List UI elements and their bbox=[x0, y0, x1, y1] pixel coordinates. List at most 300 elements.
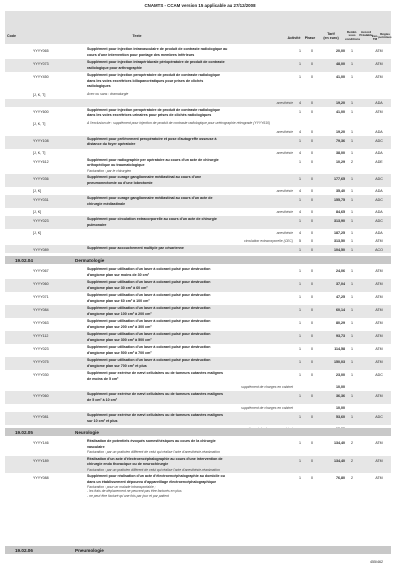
row-text bbox=[87, 267, 275, 278]
row-tarif: 10,00 bbox=[336, 385, 345, 389]
table-row bbox=[5, 107, 391, 120]
row-tarif: 155,75 bbox=[334, 198, 345, 202]
row-code: [J, K, T] bbox=[33, 150, 46, 155]
row-text-line: Supplément pour utilisation d'un laser à colorant pulsé pour destruction bbox=[87, 358, 211, 362]
row-text-line: d'angiome plan sur 30 cm² à 60 cm² bbox=[87, 285, 148, 290]
row-exo: 1 bbox=[351, 269, 353, 273]
section-label: Dermatologie bbox=[75, 257, 105, 263]
row-code: YYYY063 bbox=[33, 321, 49, 325]
row-regles: ADC bbox=[375, 219, 383, 223]
row-text-line: d'angiome plan sur moins de 30 cm² bbox=[87, 272, 149, 277]
row-code: YYYY023 bbox=[33, 347, 49, 351]
row-exo: 1 bbox=[351, 360, 353, 364]
table-row bbox=[5, 174, 391, 187]
row-exo: 2 bbox=[351, 441, 353, 445]
row-code: YYYY084 bbox=[33, 308, 49, 312]
row-text-line: cours d'une intervention pour pontage des membres inférieurs bbox=[87, 52, 195, 57]
table-row bbox=[5, 331, 391, 344]
row-text bbox=[87, 332, 275, 343]
table-row bbox=[5, 237, 391, 245]
row-regles: ADA bbox=[375, 210, 383, 214]
row-tarif: 313,90 bbox=[334, 219, 345, 223]
row-tarif: 134,40 bbox=[334, 458, 345, 463]
row-text-line: Supplément pour injection intrapéridurale périopératoire de produit de contraste bbox=[87, 60, 225, 64]
row-text-line: dans un établissement dépourvu d'appareillage électroencéphalographique bbox=[87, 479, 217, 484]
row-exo: 1 bbox=[351, 100, 353, 105]
row-phase: 0 bbox=[311, 239, 313, 243]
rows-block-1 bbox=[5, 46, 391, 253]
row-text bbox=[87, 474, 275, 485]
row-activite: 1 bbox=[299, 476, 301, 480]
table-row bbox=[5, 216, 391, 229]
row-tarif: 134,40 bbox=[334, 441, 345, 445]
row-regles: ADA bbox=[375, 150, 383, 155]
row-regles: ATM bbox=[375, 347, 383, 351]
row-tarif: 19,20 bbox=[336, 100, 345, 105]
row-exo: 1 bbox=[351, 248, 353, 252]
row-activite: 1 bbox=[299, 415, 301, 419]
row-text bbox=[87, 47, 275, 58]
row-text-line: Supplément pour exérèse de nævi cellulaires ou de tumeurs cutanées malignes bbox=[87, 413, 224, 417]
table-row bbox=[5, 59, 391, 72]
row-text bbox=[87, 413, 275, 424]
row-phase: 0 bbox=[311, 177, 313, 181]
row-code: YYYY065 bbox=[33, 49, 49, 53]
row-phase: 0 bbox=[311, 100, 313, 105]
row-exo: 1 bbox=[351, 138, 353, 143]
row-exo: 1 bbox=[351, 189, 353, 193]
table-row bbox=[5, 404, 391, 412]
table-row bbox=[5, 412, 391, 425]
row-tarif: 80,29 bbox=[336, 321, 345, 325]
row-exo: 1 bbox=[351, 239, 353, 243]
table-row bbox=[5, 344, 391, 357]
row-regles: ATM bbox=[375, 269, 383, 273]
section-dermatologie bbox=[5, 256, 391, 264]
row-regles: ATM bbox=[375, 458, 383, 463]
row-phase: 0 bbox=[311, 360, 313, 364]
row-regles: ADA bbox=[375, 231, 383, 235]
row-text-line: orthopédique ou traumatologique bbox=[87, 163, 145, 167]
table-row bbox=[5, 473, 391, 500]
table-row bbox=[5, 46, 391, 59]
row-text-line: Supplément pour injection intravasculaire de produit de contraste radiologique au bbox=[87, 47, 228, 51]
table-row bbox=[5, 187, 391, 195]
row-acte: anesthésie bbox=[276, 100, 293, 105]
row-text-line: Supplément pour circulation extracorporelle au cours d'un acte de chirurgie bbox=[87, 217, 217, 221]
row-activite: 4 bbox=[299, 189, 301, 193]
row-phase: 0 bbox=[311, 198, 313, 202]
row-tarif: 23,00 bbox=[336, 373, 345, 377]
row-regles: ATM bbox=[375, 308, 383, 312]
row-text-line: distance du foyer opératoire bbox=[87, 142, 136, 146]
row-exo: 1 bbox=[351, 49, 353, 53]
row-phase: 0 bbox=[311, 441, 313, 445]
row-phase: 0 bbox=[311, 295, 313, 299]
row-code: YYYY073 bbox=[33, 62, 49, 66]
row-activite: 4 bbox=[299, 231, 301, 235]
row-tarif: 53,60 bbox=[336, 415, 345, 419]
row-regles: ADC bbox=[375, 198, 383, 202]
row-text-line: dans les voies excrétrices urinaires pour prises de clichés radiologiques bbox=[87, 113, 212, 117]
table-row bbox=[5, 279, 391, 292]
row-text-line: Supplément pour utilisation d'un laser à colorant pulsé pour destruction bbox=[87, 319, 211, 323]
row-text-line: Supplément pour réalisation d'un acte d'électroencéphalographie au domicile ou bbox=[87, 474, 225, 478]
row-phase: 0 bbox=[311, 334, 313, 338]
row-text bbox=[87, 158, 275, 169]
row-regles: ATM bbox=[375, 295, 383, 299]
row-text-line: chirurgie endo thoracique ou de neurochirurgie bbox=[87, 462, 169, 466]
row-exo: 1 bbox=[351, 308, 353, 312]
row-text bbox=[87, 371, 275, 382]
row-activite: 1 bbox=[299, 360, 301, 364]
header-exo: Exo. TM bbox=[371, 34, 379, 42]
row-acte: anesthésie bbox=[276, 210, 293, 214]
row-text bbox=[87, 293, 275, 304]
table-row bbox=[5, 305, 391, 318]
row-exo: 1 bbox=[351, 210, 353, 214]
table-row bbox=[5, 208, 391, 216]
row-text bbox=[87, 175, 275, 186]
row-regles: ADA bbox=[375, 129, 383, 134]
rows-block-2 bbox=[5, 266, 391, 433]
row-activite: 1 bbox=[299, 248, 301, 252]
row-code: YYYY030 bbox=[33, 373, 49, 377]
row-text-line: sur 10 cm² et plus bbox=[87, 418, 118, 423]
row-exo: 1 bbox=[351, 177, 353, 181]
row-regles: ATM bbox=[375, 441, 383, 445]
row-phase: 0 bbox=[311, 62, 313, 66]
row-activite: 1 bbox=[299, 373, 301, 377]
row-text bbox=[87, 137, 275, 148]
section-label: Pneumologie bbox=[75, 547, 104, 553]
row-text-line: pneumonectomie ou d'une lobectomie bbox=[87, 180, 153, 185]
row-activite: 1 bbox=[299, 394, 301, 398]
row-text bbox=[87, 439, 275, 450]
row-regles: ATM bbox=[375, 394, 383, 398]
row-regles: ADC bbox=[375, 177, 383, 181]
row-activite: 1 bbox=[299, 62, 301, 66]
row-phase: 0 bbox=[311, 159, 313, 164]
row-text-line: Supplément pour exérèse de nævi cellulaires ou de tumeurs cutanées malignes bbox=[87, 371, 224, 375]
row-tarif: 114,58 bbox=[334, 347, 345, 351]
table-row bbox=[5, 229, 391, 237]
header-texte: Texte bbox=[132, 34, 142, 38]
row-phase: 0 bbox=[311, 248, 313, 252]
row-code: YYYY060 bbox=[33, 394, 49, 398]
row-text-line: Supplément pour exérèse de nævi cellulaires ou de tumeurs cutanées malignes bbox=[87, 392, 224, 396]
row-code: YYYY081 bbox=[33, 415, 49, 419]
row-exo: 1 bbox=[351, 219, 353, 223]
header-phase: Phase bbox=[304, 36, 316, 40]
row-exo: 1 bbox=[351, 198, 353, 202]
row-activite: 1 bbox=[299, 159, 301, 164]
row-text bbox=[87, 60, 275, 71]
row-tarif: 76,80 bbox=[336, 476, 345, 480]
row-phase: 0 bbox=[311, 347, 313, 351]
row-code: YYYY146 bbox=[33, 441, 49, 445]
row-text-line: Supplément pour utilisation d'un laser à colorant pulsé pour destruction bbox=[87, 280, 211, 284]
row-code: YYYY088 bbox=[33, 476, 49, 480]
row-tarif: 48,00 bbox=[336, 62, 345, 66]
section-label: Neurologie bbox=[75, 429, 99, 435]
row-code: YYYY071 bbox=[33, 295, 49, 299]
row-tarif: 35,40 bbox=[336, 189, 345, 193]
row-text bbox=[87, 457, 275, 468]
row-text-line: Supplément pour accouchement multiple par césarienne bbox=[87, 246, 184, 250]
row-exo: 1 bbox=[351, 62, 353, 66]
row-text-line: Supplément pour prélèvement peropératoire et pose d'autogreffe osseuse à bbox=[87, 136, 217, 141]
row-activite: 1 bbox=[299, 347, 301, 351]
row-text-line: d'angiome plan sur 700 cm² et plus bbox=[87, 363, 147, 368]
row-regles: ATM bbox=[375, 109, 383, 114]
row-acte: supplément de charges en cabinet bbox=[241, 385, 293, 389]
table-row bbox=[5, 318, 391, 331]
page-number: 455/462 bbox=[370, 560, 383, 564]
table-row bbox=[5, 157, 391, 175]
table-row bbox=[5, 136, 391, 149]
table-row bbox=[5, 72, 391, 91]
row-phase: 0 bbox=[311, 321, 313, 325]
row-text-line: Supplément pour utilisation d'un laser à colorant pulsé pour destruction bbox=[87, 267, 211, 271]
row-activite: 1 bbox=[299, 49, 301, 53]
row-activite: 4 bbox=[299, 210, 301, 214]
rows-block-3 bbox=[5, 438, 391, 500]
row-text-line: Supplément pour utilisation d'un laser à colorant pulsé pour destruction bbox=[87, 345, 211, 349]
row-text-line: radiologiques bbox=[87, 84, 111, 88]
row-tarif: 41,00 bbox=[336, 75, 345, 79]
row-regles: ATM bbox=[375, 62, 383, 66]
row-text-line: Supplément pour curage ganglionnaire médiastinal au cours d'un acte de bbox=[87, 196, 213, 200]
row-phase: 0 bbox=[311, 129, 313, 134]
row-text-line: Supplément pour injection peropératoire de produit de contraste radiologique bbox=[87, 107, 220, 112]
row-activite: 1 bbox=[299, 321, 301, 325]
row-text-line: Supplément pour injection peropératoire de produit de contraste radiologique bbox=[87, 73, 220, 77]
row-tarif: 177,65 bbox=[334, 177, 345, 181]
row-text bbox=[87, 358, 275, 369]
row-regles: ATM bbox=[375, 75, 383, 79]
row-activite: 1 bbox=[299, 334, 301, 338]
row-acte: supplément de charges en cabinet bbox=[241, 406, 293, 410]
row-code: [J, K, T] bbox=[33, 92, 46, 97]
row-text-line: vasculaire bbox=[87, 444, 105, 449]
row-activite: 1 bbox=[299, 219, 301, 223]
row-activite: 1 bbox=[299, 198, 301, 202]
row-regles: ADC bbox=[375, 373, 383, 377]
row-regles: ADC bbox=[375, 415, 383, 419]
row-tarif: 60,14 bbox=[336, 308, 345, 312]
row-text bbox=[87, 217, 275, 228]
row-text-line: Supplément pour utilisation d'un laser à colorant pulsé pour destruction bbox=[87, 332, 211, 336]
row-phase: 0 bbox=[311, 394, 313, 398]
section-code: 19.02.05 bbox=[15, 429, 33, 435]
row-tarif: 79,36 bbox=[336, 138, 345, 143]
row-activite: 1 bbox=[299, 75, 301, 79]
table-row bbox=[5, 91, 391, 99]
row-note: Facturation : par un praticien différent de celui qui réalise l'acte d'anesthésie-réanimation bbox=[87, 467, 220, 472]
row-phase: 0 bbox=[311, 373, 313, 377]
row-code: YYYY067 bbox=[33, 269, 49, 273]
table-row bbox=[5, 245, 391, 253]
row-text bbox=[87, 306, 275, 317]
row-code: YYYY600 bbox=[33, 109, 49, 114]
row-exo: 1 bbox=[351, 334, 353, 338]
row-text-line: Supplément pour curage ganglionnaire médiastinal au cours d'une bbox=[87, 175, 202, 179]
table-row bbox=[5, 370, 391, 383]
row-exo: 1 bbox=[351, 129, 353, 134]
header-code: Code bbox=[7, 34, 16, 38]
row-acte: circulation extracorporelle (CEC) bbox=[244, 239, 293, 243]
section-pneumologie bbox=[5, 546, 391, 554]
row-text-line: chirurgie médiastinale bbox=[87, 201, 126, 206]
row-code: YYYY612 bbox=[33, 159, 49, 164]
row-regles: ATM bbox=[375, 49, 383, 53]
row-exo: 1 bbox=[351, 231, 353, 235]
table-header bbox=[5, 11, 391, 44]
row-code: YYYY075 bbox=[33, 360, 49, 364]
row-text-line: d'angiome plan sur 500 cm² à 700 cm² bbox=[87, 350, 152, 355]
row-tarif: 93,73 bbox=[336, 334, 345, 338]
row-regles: ATM bbox=[375, 282, 383, 286]
row-code: [J, K] bbox=[33, 210, 42, 214]
row-text-line: Supplément pour utilisation d'un laser à colorant pulsé pour destruction bbox=[87, 306, 211, 310]
row-phase: 0 bbox=[311, 219, 313, 223]
row-text bbox=[87, 108, 275, 119]
row-tarif: 24,06 bbox=[336, 269, 345, 273]
row-regles: ATM bbox=[375, 321, 383, 325]
table-row bbox=[5, 149, 391, 157]
row-exo: 1 bbox=[351, 373, 353, 377]
row-regles: ATM bbox=[375, 476, 383, 480]
row-tarif: 10,29 bbox=[336, 159, 345, 164]
row-phase: 0 bbox=[311, 49, 313, 53]
row-note: Facturation : par un praticien différent de celui qui réalise l'acte d'anesthésie-réanimation bbox=[87, 450, 220, 454]
row-regles: ADA bbox=[375, 189, 383, 193]
row-code: YYYY108 bbox=[33, 138, 49, 143]
row-text bbox=[87, 345, 275, 356]
table-row bbox=[5, 120, 391, 128]
row-tarif: 19,20 bbox=[336, 129, 345, 134]
row-text bbox=[87, 392, 275, 403]
row-code: [J, K] bbox=[33, 189, 42, 193]
row-code: YYYY450 bbox=[33, 75, 49, 79]
row-text-line: d'angiome plan sur 60 cm² à 100 cm² bbox=[87, 298, 150, 303]
header-accord: Accord Préalable bbox=[359, 30, 373, 38]
row-phase: 0 bbox=[311, 75, 313, 79]
row-regles: ATM bbox=[375, 334, 383, 338]
row-activite: 1 bbox=[299, 458, 301, 463]
row-activite: 1 bbox=[299, 177, 301, 181]
table-row bbox=[5, 357, 391, 370]
row-phase: 0 bbox=[311, 476, 313, 480]
document-title: CNAMTS - CCAM version 15 applicable au 27/12/2008 bbox=[144, 3, 256, 8]
row-acte: anesthésie bbox=[276, 129, 293, 134]
header-regles: Règles permises bbox=[378, 32, 392, 40]
row-activite: 1 bbox=[299, 308, 301, 312]
row-exo: 1 bbox=[351, 347, 353, 351]
row-activite: 1 bbox=[299, 441, 301, 445]
header-rembt: Rembt. sous conditions bbox=[345, 30, 361, 41]
row-text-line: d'angiome plan sur 300 cm² à 500 cm² bbox=[87, 337, 152, 342]
row-acte: anesthésie bbox=[276, 150, 293, 155]
row-tarif: 187,25 bbox=[334, 231, 345, 235]
row-tarif: 47,25 bbox=[336, 295, 345, 299]
row-activite: 1 bbox=[299, 295, 301, 299]
row-phase: 0 bbox=[311, 109, 313, 114]
row-text-line: Réalisation d'un acte d'électroencéphalographie au cours d'une intervention de bbox=[87, 456, 223, 461]
row-exo: 2 bbox=[351, 458, 353, 463]
row-note: Facturation : par le chirurgien bbox=[87, 168, 132, 173]
row-code: YYYY060 bbox=[33, 282, 49, 286]
row-activite: 1 bbox=[299, 138, 301, 143]
row-tarif: 36,36 bbox=[336, 394, 345, 398]
row-exo: 1 bbox=[351, 150, 353, 155]
header-tarif: Tarif (en euro) bbox=[323, 32, 339, 40]
row-tarif: 150,03 bbox=[334, 360, 345, 364]
table-row bbox=[5, 391, 391, 404]
row-exo: 2 bbox=[351, 476, 353, 480]
section-neurologie bbox=[5, 428, 391, 436]
row-text bbox=[87, 73, 275, 90]
row-activite: 1 bbox=[299, 269, 301, 273]
row-regles: ACO bbox=[375, 248, 383, 252]
row-text-line: dans les voies excrétrices biliopancréatiques pour prises de clichés bbox=[87, 78, 204, 83]
row-exo: 1 bbox=[351, 282, 353, 286]
row-text-line: de moins de 5 cm² bbox=[87, 376, 119, 381]
row-text bbox=[87, 319, 275, 330]
row-text-line: de 5 cm² à 10 cm² bbox=[87, 397, 117, 402]
row-tarif: 104,50 bbox=[334, 248, 345, 252]
row-tarif: 313,50 bbox=[334, 239, 345, 243]
row-text-line: d'angiome plan sur 200 cm² à 300 cm² bbox=[87, 324, 152, 329]
row-regles: ADE bbox=[375, 159, 383, 164]
row-activite: 4 bbox=[299, 129, 301, 134]
row-phase: 0 bbox=[311, 282, 313, 286]
row-regles: ADC bbox=[375, 138, 383, 143]
row-text-line: Supplément pour radiographie per opératoire au cours d'un acte de chirurgie bbox=[87, 157, 219, 162]
row-phase: 0 bbox=[311, 231, 313, 235]
row-code: YYYY023 bbox=[33, 219, 49, 223]
row-note: Avec ou sans : dramaturgie bbox=[87, 91, 129, 96]
row-activite: 5 bbox=[299, 239, 301, 243]
table-row bbox=[5, 99, 391, 107]
section-code: 19.02.06 bbox=[15, 547, 33, 553]
row-phase: 0 bbox=[311, 150, 313, 155]
table-row bbox=[5, 456, 391, 474]
header-activite: Activité bbox=[287, 36, 301, 40]
row-code: YYYY189 bbox=[33, 458, 49, 463]
row-regles: ADA bbox=[375, 100, 383, 105]
table-row bbox=[5, 383, 391, 391]
table-row bbox=[5, 266, 391, 279]
section-code: 19.02.04 bbox=[15, 257, 33, 263]
row-code: [J, K] bbox=[33, 231, 42, 235]
row-exo: 1 bbox=[351, 295, 353, 299]
row-tarif: 20,00 bbox=[336, 49, 345, 53]
row-text-line: d'angiome plan sur 100 cm² à 200 cm² bbox=[87, 311, 152, 316]
row-tarif: 10,00 bbox=[336, 406, 345, 410]
row-text bbox=[87, 196, 275, 207]
row-text bbox=[87, 280, 275, 291]
row-text-line: Réalisation de potentiels évoqués somesthésiques au cours de la chirurgie bbox=[87, 439, 216, 443]
row-tarif: 37,04 bbox=[336, 282, 345, 286]
row-activite: 4 bbox=[299, 150, 301, 155]
row-note: Facturation : pour un malade intransportable ; - les frais de déplacement ne peuvent pas être facturés en plus - ne peut être facturé qu'une fois par jour et par patient bbox=[87, 485, 182, 498]
row-tarif: 84,65 bbox=[336, 210, 345, 214]
row-exo: 2 bbox=[351, 159, 353, 164]
row-activite: 1 bbox=[299, 282, 301, 286]
row-acte: anesthésie bbox=[276, 189, 293, 193]
